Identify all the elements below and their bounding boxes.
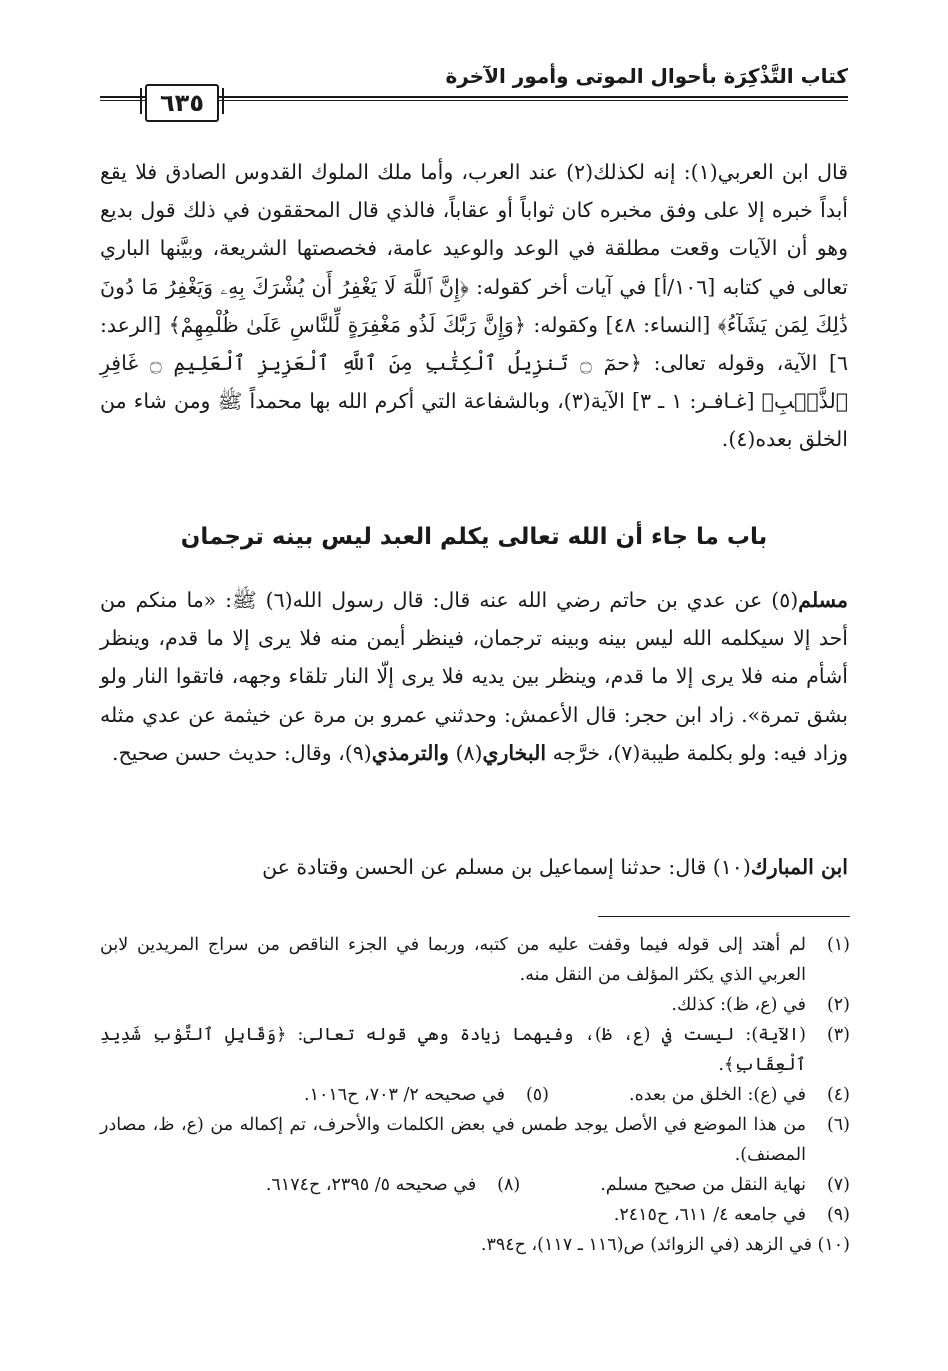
footnote-text: نهاية النقل من صحيح مسلم. xyxy=(600,1175,806,1195)
section-heading: باب ما جاء أن الله تعالى يكلم العبد ليس بينه ترجمان xyxy=(180,524,768,550)
footnote-text: في (ع): الخلق من بعده. xyxy=(629,1085,806,1105)
footnote-4 xyxy=(629,1080,850,1110)
footnote-10: (١٠) في الزهد (في الزوائد) ص(١١٦ ـ ١١٧)، ح٣٩٤. xyxy=(480,1235,850,1255)
body-paragraph-3 xyxy=(100,848,848,886)
footnote-text: من هذا الموضع في الأصل يوجد طمس في بعض الكلمات والأحرف، تم إكماله من (ع، ظ، مصادر المصنف). xyxy=(100,1115,806,1165)
footnote-number: (٣) xyxy=(826,1025,850,1045)
footnote-text: في (ع، ظ): كذلك. xyxy=(671,995,806,1015)
paragraph-text: (٥) عن عدي بن حاتم رضي الله عنه قال: قال رسول الله(٦) ﷺ: «ما منكم من أحد إلا سيكلمه الله ليس بينه وبينه ترجمان، فينظر أيمن منه فلا يرى إلا ما قدم، وينظر أشأم منه فلا يرى إلا ما قدم، وينظر بين يديه فلا يرى إلّا النار تلقاء وجهه، فاتقوا النار ولو بشق تمرة». زاد ابن حجر: قال الأعمش: وحدثني عمرو بن مرة عن خيثمة عن عدي مثله وزاد فيه: ولو بكلمة طيبة(٧)، خرَّجه xyxy=(100,588,848,765)
footnote-text: (الآية): ليست في (ع، ظ)، وفيهما زيادة وهي قوله تعالى: ﴿وَقَابِلِ ٱلتَّوْبِ شَدِيدِ ٱلْعِقَابِ﴾. xyxy=(100,1025,806,1075)
footnote-number: (١) xyxy=(826,935,850,955)
footnote-number: (٤) xyxy=(826,1085,850,1105)
footnote-text: في صحيحه ٥/ ٢٣٩٥، ح٦١٧٤. xyxy=(265,1175,477,1195)
paragraph-tail: (٩)، وقال: حديث حسن صحيح. xyxy=(111,740,372,765)
footnote-number: (٢) xyxy=(826,995,850,1015)
footnote-8 xyxy=(266,1170,520,1200)
footnote-row xyxy=(100,1170,850,1200)
paragraph-text: قال ابن العربي(١): إنه لكذلك(٢) عند العرب، وأما ملك الملوك القدوس الصادق فلا يقع أبداً خبره إلا على وفق مخبره كان ثواباً أو عقاباً، فالذي قال المحققون في ذلك قول بديع وهو أن الآيات وقعت مطلقة في الوعد والوعيد عامة، فخصصتها الشريعة، وبيَّنها الباري تعالى في كتابه [١٠٦/أ] في آيات أخر كقوله: ﴿إِنَّ ٱللَّهَ لَا يَغْفِرُ أَن يُشْرَكَ بِهِۦ وَيَغْفِرُ مَا دُونَ ذَٰلِكَ لِمَن يَشَآءُ﴾ [النساء: ٤٨] وكقوله: ﴿وَإِنَّ رَبَّكَ لَذُو مَغْفِرَةٍ لِّلنَّاسِ عَلَىٰ ظُلْمِهِمْ﴾ [الرعد: ٦] الآية، وقوله تعالى: ﴿حمٓ ۝ تَنزِيلُ ٱلْكِتَٰبِ مِنَ ٱللَّهِ ٱلْعَزِيزِ ٱلْعَلِيمِ ۝ غَافِرِ ٱلذَّنۢبِ﴾ [غـافـر: ١ ـ ٣] الآية(٣)، وبالشفاعة التي أكرم الله بها محمداً ﷺ ومن شاء من الخلق بعده(٤). xyxy=(100,160,849,452)
footnote-5 xyxy=(304,1080,549,1110)
footnotes xyxy=(100,930,850,1260)
body-paragraph-1 xyxy=(100,153,848,459)
footnote-ref: (٨) xyxy=(448,740,483,765)
footnote-number: (٧) xyxy=(826,1175,850,1195)
source-name-muslim: مسلم xyxy=(798,588,848,612)
footnote-text: لم أهتد إلى قوله فيما وقفت عليه من كتبه، وربما في الجزء الناقص من سراج المريدين لابن العربي الذي يكثر المؤلف من النقل منه. xyxy=(100,935,806,985)
footnote-6 xyxy=(100,1110,850,1170)
source-name-tirmidhi: والترمذي xyxy=(371,740,449,765)
footnote-number: (٥) xyxy=(525,1085,549,1105)
footnote-9 xyxy=(100,1200,850,1230)
page-number: ٦٣٥ xyxy=(145,84,219,122)
paragraph-text: (١٠) قال: حدثنا إسماعيل بن مسلم عن الحسن وقتادة عن xyxy=(262,855,751,879)
body-paragraph-2 xyxy=(100,581,848,772)
footnote-7 xyxy=(600,1170,850,1200)
footnote-1 xyxy=(100,930,850,990)
page-number-ornament xyxy=(140,88,142,114)
footnote-number: (٦) xyxy=(826,1115,850,1135)
footnote-row xyxy=(100,1080,850,1110)
source-name-ibn-mubarak: ابن المبارك xyxy=(750,855,848,879)
footnote-separator xyxy=(598,916,850,917)
footnote-3 xyxy=(100,1020,850,1080)
footnote-text: في جامعه ٤/ ٦١١، ح٢٤١٥. xyxy=(613,1205,806,1225)
page-number-ornament xyxy=(222,88,224,114)
footnote-number: (٩) xyxy=(826,1205,850,1225)
footnote-2 xyxy=(100,990,850,1020)
running-header-title: كتاب التَّذْكِرَة بأحوال الموتى وأمور الآخرة xyxy=(445,64,848,88)
footnote-text: في صحيحه ٢/ ٧٠٣، ح١٠١٦. xyxy=(304,1085,505,1105)
footnote-number: (٨) xyxy=(497,1175,521,1195)
source-name-bukhari: البخاري xyxy=(482,740,547,765)
